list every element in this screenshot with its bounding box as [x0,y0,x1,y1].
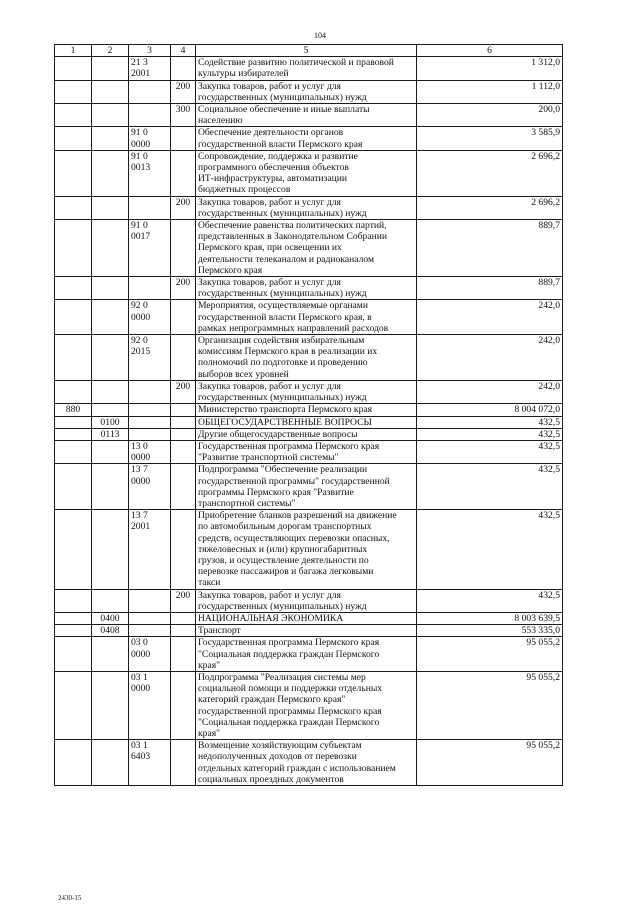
table-row [55,80,563,103]
expense-type-code [171,740,196,786]
expense-type-code [171,464,196,510]
expense-type-code [171,671,196,739]
target-article-code [129,404,171,416]
amount: 432,5 [417,440,563,463]
section-code [92,335,129,381]
section-code: 0408 [92,625,129,637]
item-name: Содействие развитию политической и правовой культуры избирателей [196,57,417,80]
item-name: Министерство транспорта Пермского края [196,404,417,416]
table-row [55,416,563,428]
item-name: Закупка товаров, работ и услуг для государственных (муниципальных) нужд [196,196,417,219]
table-row [55,335,563,381]
section-code [92,380,129,403]
department-code [55,740,92,786]
table-row [55,589,563,612]
section-code [92,637,129,672]
item-name: Социальное обеспечение и иные выплаты населению [196,104,417,127]
header-col-4: 4 [171,45,196,57]
item-name: Государственная программа Пермского края "Социальная поддержка граждан Пермского края" [196,637,417,672]
department-code [55,300,92,335]
department-code [55,104,92,127]
item-name: Приобретение бланков разрешений на движение по автомобильным дорогам транспортных средств, осуществляющих перевозки опасных, тяжеловесных и (или) крупногабаритных грузов, и осуществление деятельности по перевозке пассажиров и багажа легковыми такси [196,510,417,589]
amount: 432,5 [417,428,563,440]
table-row [55,277,563,300]
target-article-code: 21 3 2001 [129,57,171,80]
amount: 2 696,2 [417,150,563,196]
section-code: 0400 [92,612,129,624]
section-code [92,510,129,589]
item-name: Мероприятия, осуществляемые органами государственной власти Пермского края, в рамках непрограммных направлений расходов [196,300,417,335]
section-code [92,57,129,80]
department-code [55,277,92,300]
amount: 432,5 [417,464,563,510]
table-row [55,428,563,440]
amount: 8 003 639,5 [417,612,563,624]
expense-type-code [171,440,196,463]
target-article-code: 13 0 0000 [129,440,171,463]
target-article-code: 92 0 0000 [129,300,171,335]
target-article-code [129,428,171,440]
item-name: Обеспечение деятельности органов государственной власти Пермского края [196,127,417,150]
amount: 1 112,0 [417,80,563,103]
department-code [55,57,92,80]
section-code [92,440,129,463]
expense-type-code: 200 [171,277,196,300]
target-article-code [129,416,171,428]
section-code: 0113 [92,428,129,440]
expense-type-code [171,637,196,672]
table-row [55,104,563,127]
amount: 3 585,9 [417,127,563,150]
department-code [55,464,92,510]
table-row [55,404,563,416]
amount: 95 055,2 [417,637,563,672]
target-article-code [129,589,171,612]
item-name: Обеспечение равенства политических партий, представленных в Законодательном Собрании Пермского края, при освещении их деятельности телеканалом и радиоканалом Пермского края [196,220,417,277]
department-code [55,428,92,440]
department-code [55,440,92,463]
budget-table [54,44,563,786]
target-article-code [129,104,171,127]
expense-type-code: 200 [171,380,196,403]
target-article-code [129,80,171,103]
expense-type-code: 300 [171,104,196,127]
department-code [55,637,92,672]
section-code: 0100 [92,416,129,428]
amount: 95 055,2 [417,740,563,786]
department-code: 880 [55,404,92,416]
section-code [92,671,129,739]
footer-code: 2430-15 [58,894,82,902]
header-col-6: 6 [417,45,563,57]
header-col-5: 5 [196,45,417,57]
section-code [92,150,129,196]
target-article-code: 13 7 0000 [129,464,171,510]
amount: 200,0 [417,104,563,127]
section-code [92,300,129,335]
amount: 242,0 [417,335,563,381]
department-code [55,335,92,381]
amount: 95 055,2 [417,671,563,739]
target-article-code: 91 0 0017 [129,220,171,277]
item-name: Закупка товаров, работ и услуг для государственных (муниципальных) нужд [196,380,417,403]
department-code [55,589,92,612]
expense-type-code [171,625,196,637]
department-code [55,625,92,637]
department-code [55,416,92,428]
amount: 242,0 [417,380,563,403]
section-code [92,277,129,300]
amount: 553 335,0 [417,625,563,637]
item-name: Закупка товаров, работ и услуг для государственных (муниципальных) нужд [196,277,417,300]
target-article-code: 13 7 2001 [129,510,171,589]
target-article-code [129,625,171,637]
section-code [92,127,129,150]
department-code [55,612,92,624]
table-row [55,220,563,277]
item-name: Государственная программа Пермского края "Развитие транспортной системы" [196,440,417,463]
item-name: Подпрограмма "Обеспечение реализации государственной программы" государственной программы Пермского края "Развитие транспортной системы" [196,464,417,510]
section-code [92,404,129,416]
expense-type-code [171,57,196,80]
expense-type-code [171,220,196,277]
target-article-code [129,277,171,300]
section-code [92,104,129,127]
item-name: Закупка товаров, работ и услуг для государственных (муниципальных) нужд [196,80,417,103]
expense-type-code [171,510,196,589]
expense-type-code: 200 [171,589,196,612]
target-article-code: 03 1 0000 [129,671,171,739]
target-article-code: 03 0 0000 [129,637,171,672]
item-name: Закупка товаров, работ и услуг для государственных (муниципальных) нужд [196,589,417,612]
expense-type-code [171,335,196,381]
target-article-code [129,380,171,403]
table-row [55,196,563,219]
item-name: ОБЩЕГОСУДАРСТВЕННЫЕ ВОПРОСЫ [196,416,417,428]
department-code [55,80,92,103]
target-article-code: 92 0 2015 [129,335,171,381]
section-code [92,740,129,786]
item-name: Возмещение хозяйствующим субъектам недополученных доходов от перевозки отдельных категорий граждан с использованием социальных проездных документов [196,740,417,786]
section-code [92,220,129,277]
item-name: НАЦИОНАЛЬНАЯ ЭКОНОМИКА [196,612,417,624]
expense-type-code: 200 [171,196,196,219]
expense-type-code: 200 [171,80,196,103]
amount: 432,5 [417,510,563,589]
amount: 242,0 [417,300,563,335]
expense-type-code [171,404,196,416]
table-row [55,671,563,739]
expense-type-code [171,428,196,440]
table-row [55,510,563,589]
amount: 889,7 [417,277,563,300]
table-row [55,440,563,463]
table-row [55,150,563,196]
table-row [55,740,563,786]
table-row [55,380,563,403]
item-name: Подпрограмма "Реализация системы мер социальной помощи и поддержки отдельных категорий граждан Пермского края" государственной программы Пермского края "Социальная поддержка граждан Пермского края" [196,671,417,739]
expense-type-code [171,612,196,624]
target-article-code [129,612,171,624]
target-article-code: 91 0 0013 [129,150,171,196]
table-row [55,464,563,510]
target-article-code [129,196,171,219]
header-col-2: 2 [92,45,129,57]
table-row [55,637,563,672]
department-code [55,127,92,150]
table-row [55,300,563,335]
amount: 432,5 [417,589,563,612]
table-row [55,127,563,150]
item-name: Сопровождение, поддержка и развитие программного обеспечения объектов ИТ-инфраструктуры, автоматизации бюджетных процессов [196,150,417,196]
item-name: Другие общегосударственные вопросы [196,428,417,440]
department-code [55,220,92,277]
amount: 1 312,0 [417,57,563,80]
department-code [55,150,92,196]
item-name: Транспорт [196,625,417,637]
section-code [92,589,129,612]
table-row [55,625,563,637]
target-article-code: 03 1 6403 [129,740,171,786]
section-code [92,196,129,219]
header-col-3: 3 [129,45,171,57]
amount: 2 696,2 [417,196,563,219]
expense-type-code [171,127,196,150]
table-row [55,57,563,80]
department-code [55,510,92,589]
department-code [55,671,92,739]
expense-type-code [171,300,196,335]
department-code [55,380,92,403]
section-code [92,464,129,510]
section-code [92,80,129,103]
table-row [55,612,563,624]
expense-type-code [171,150,196,196]
amount: 432,5 [417,416,563,428]
department-code [55,196,92,219]
amount: 8 004 072,0 [417,404,563,416]
item-name: Организация содействия избирательным комиссиям Пермского края в реализации их полномочий по подготовке и проведению выборов всех уровней [196,335,417,381]
expense-type-code [171,416,196,428]
header-col-1: 1 [55,45,92,57]
target-article-code: 91 0 0000 [129,127,171,150]
header-row [55,45,563,57]
page-number: 104 [314,31,326,40]
amount: 889,7 [417,220,563,277]
